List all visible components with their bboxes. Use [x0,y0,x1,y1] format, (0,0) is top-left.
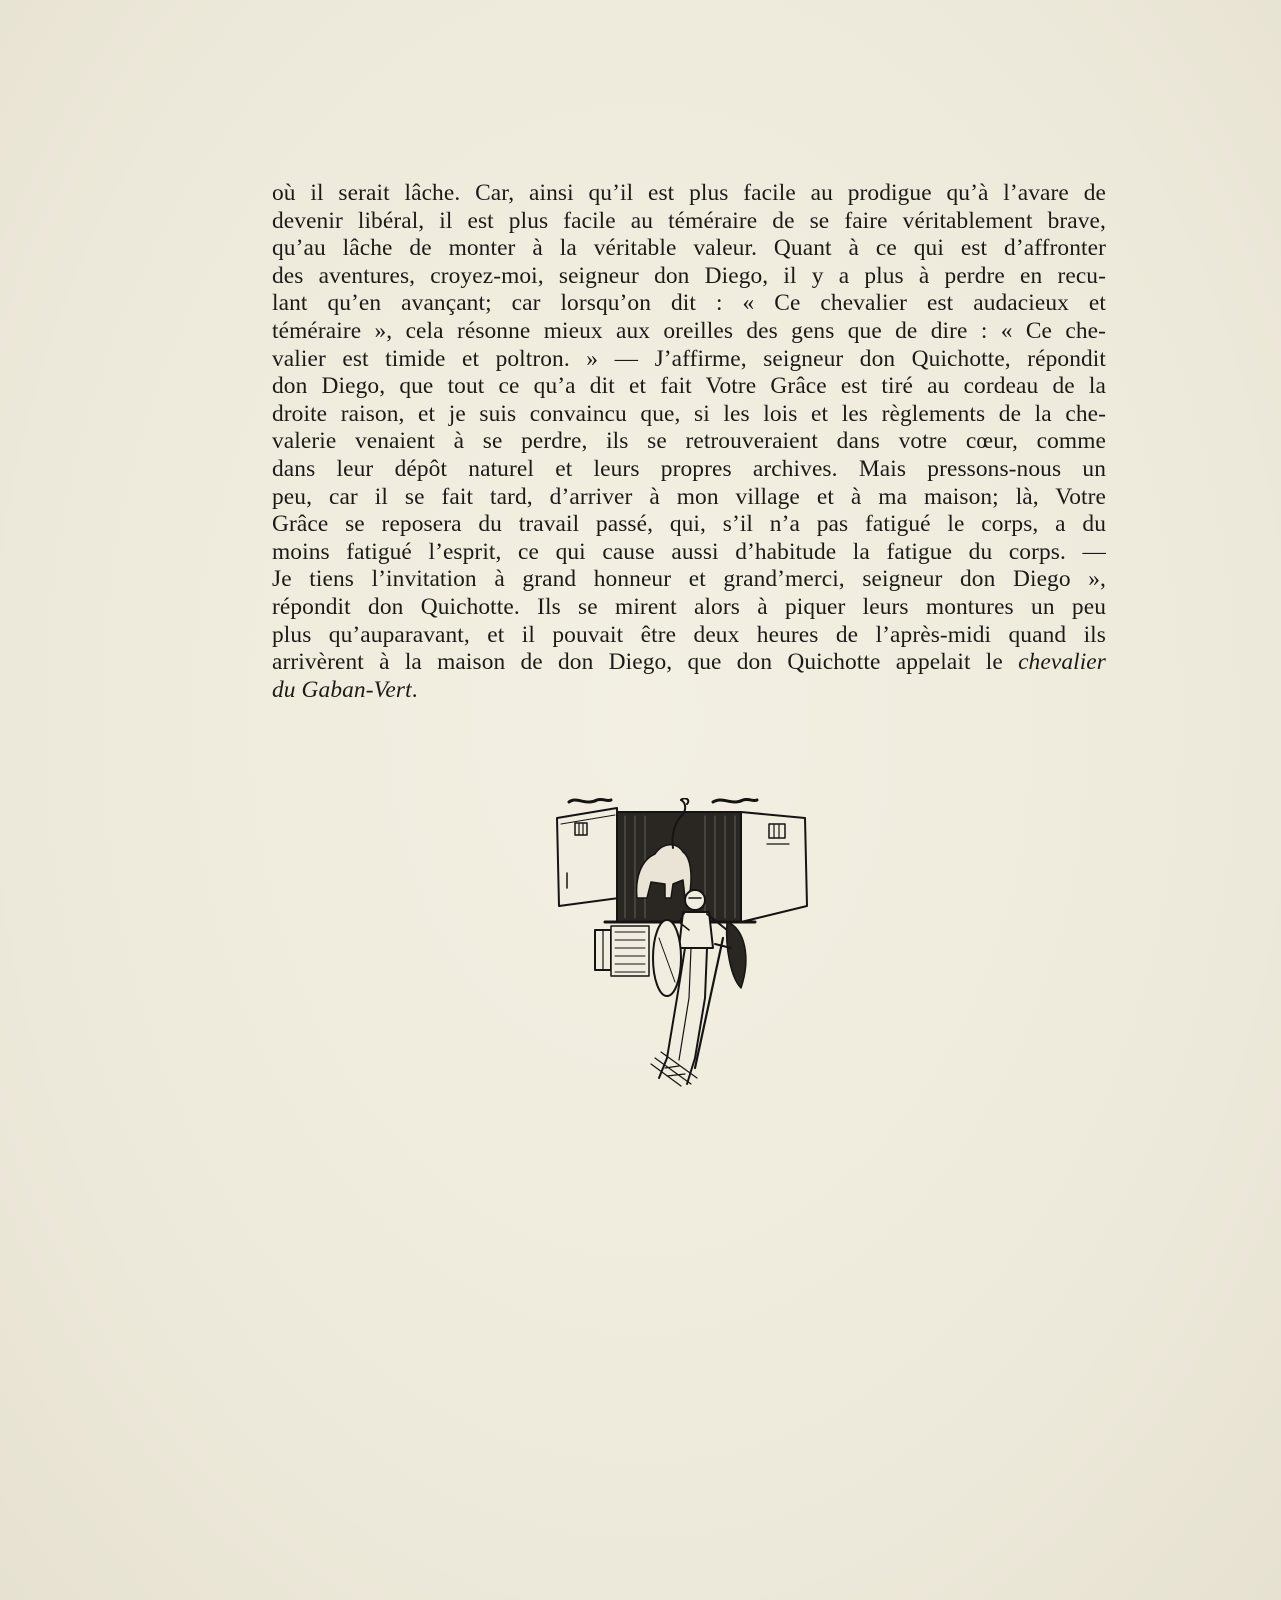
text-line-14: moins fatigué l’esprit, ce qui cause aussi d’habitude la fatigue du corps. — [272,538,1106,565]
text-line-2: devenir libéral, il est plus facile au téméraire de se faire véritablement brave, [272,207,1106,234]
text-line-17: plus qu’auparavant, et il pouvait être deux heures de l’après-midi quand ils [272,621,1106,648]
text-line-18-roman: arrivèrent à la maison de don Diego, que don Quichotte appelait le [272,649,1019,676]
text-line-12: peu, car il se fait tard, d’arriver à mon village et à ma maison; là, Votre [272,483,1106,510]
body-text [272,180,1106,704]
text-line-8: don Diego, que tout ce qu’a dit et fait Votre Grâce est tiré au cordeau de la [272,373,1106,400]
text-line-18 [272,649,1106,677]
text-line-4: des aventures, croyez-moi, seigneur don Diego, il y a plus à perdre en recu- [272,262,1106,289]
text-line-13: Grâce se reposera du travail passé, qui, s’il n’a pas fatigué le corps, a du [272,511,1106,538]
text-line-10: valerie venaient à se perdre, ils se retrouveraient dans votre cœur, comme [272,428,1106,455]
text-line-11: dans leur dépôt naturel et leurs propres archives. Mais pressons-nous un [272,455,1106,482]
text-line-3: qu’au lâche de monter à la véritable valeur. Quant à ce qui est d’affronter [272,235,1106,262]
text-line-1: où il serait lâche. Car, ainsi qu’il est plus facile au prodigue qu’à l’avare de [272,180,1106,206]
text-line-7: valier est timide et poltron. » — J’affirme, seigneur don Quichotte, répondit [272,345,1106,372]
text-line-5: lant qu’en avançant; car lorsqu’on dit : « Ce chevalier est audacieux et [272,290,1106,317]
text-line-6: téméraire », cela résonne mieux aux oreilles des gens que de dire : « Ce che- [272,317,1106,344]
text-line-9: droite raison, et je suis convaincu que, si les lois et les règlements de la che- [272,400,1106,427]
text-line-19-end: . [411,676,418,703]
text-line-15: Je tiens l’invitation à grand honneur et grand’merci, seigneur don Diego », [272,566,1106,593]
text-line-19 [272,677,1106,705]
text-line-16: répondit don Quichotte. Ils se mirent alors à piquer leurs montures un peu [272,593,1106,620]
text-line-18-italic: chevalier [1018,649,1106,676]
text-line-19-italic: du Gaban-Vert [272,676,412,703]
knight-and-lion-cage-engraving-icon [555,798,825,1088]
